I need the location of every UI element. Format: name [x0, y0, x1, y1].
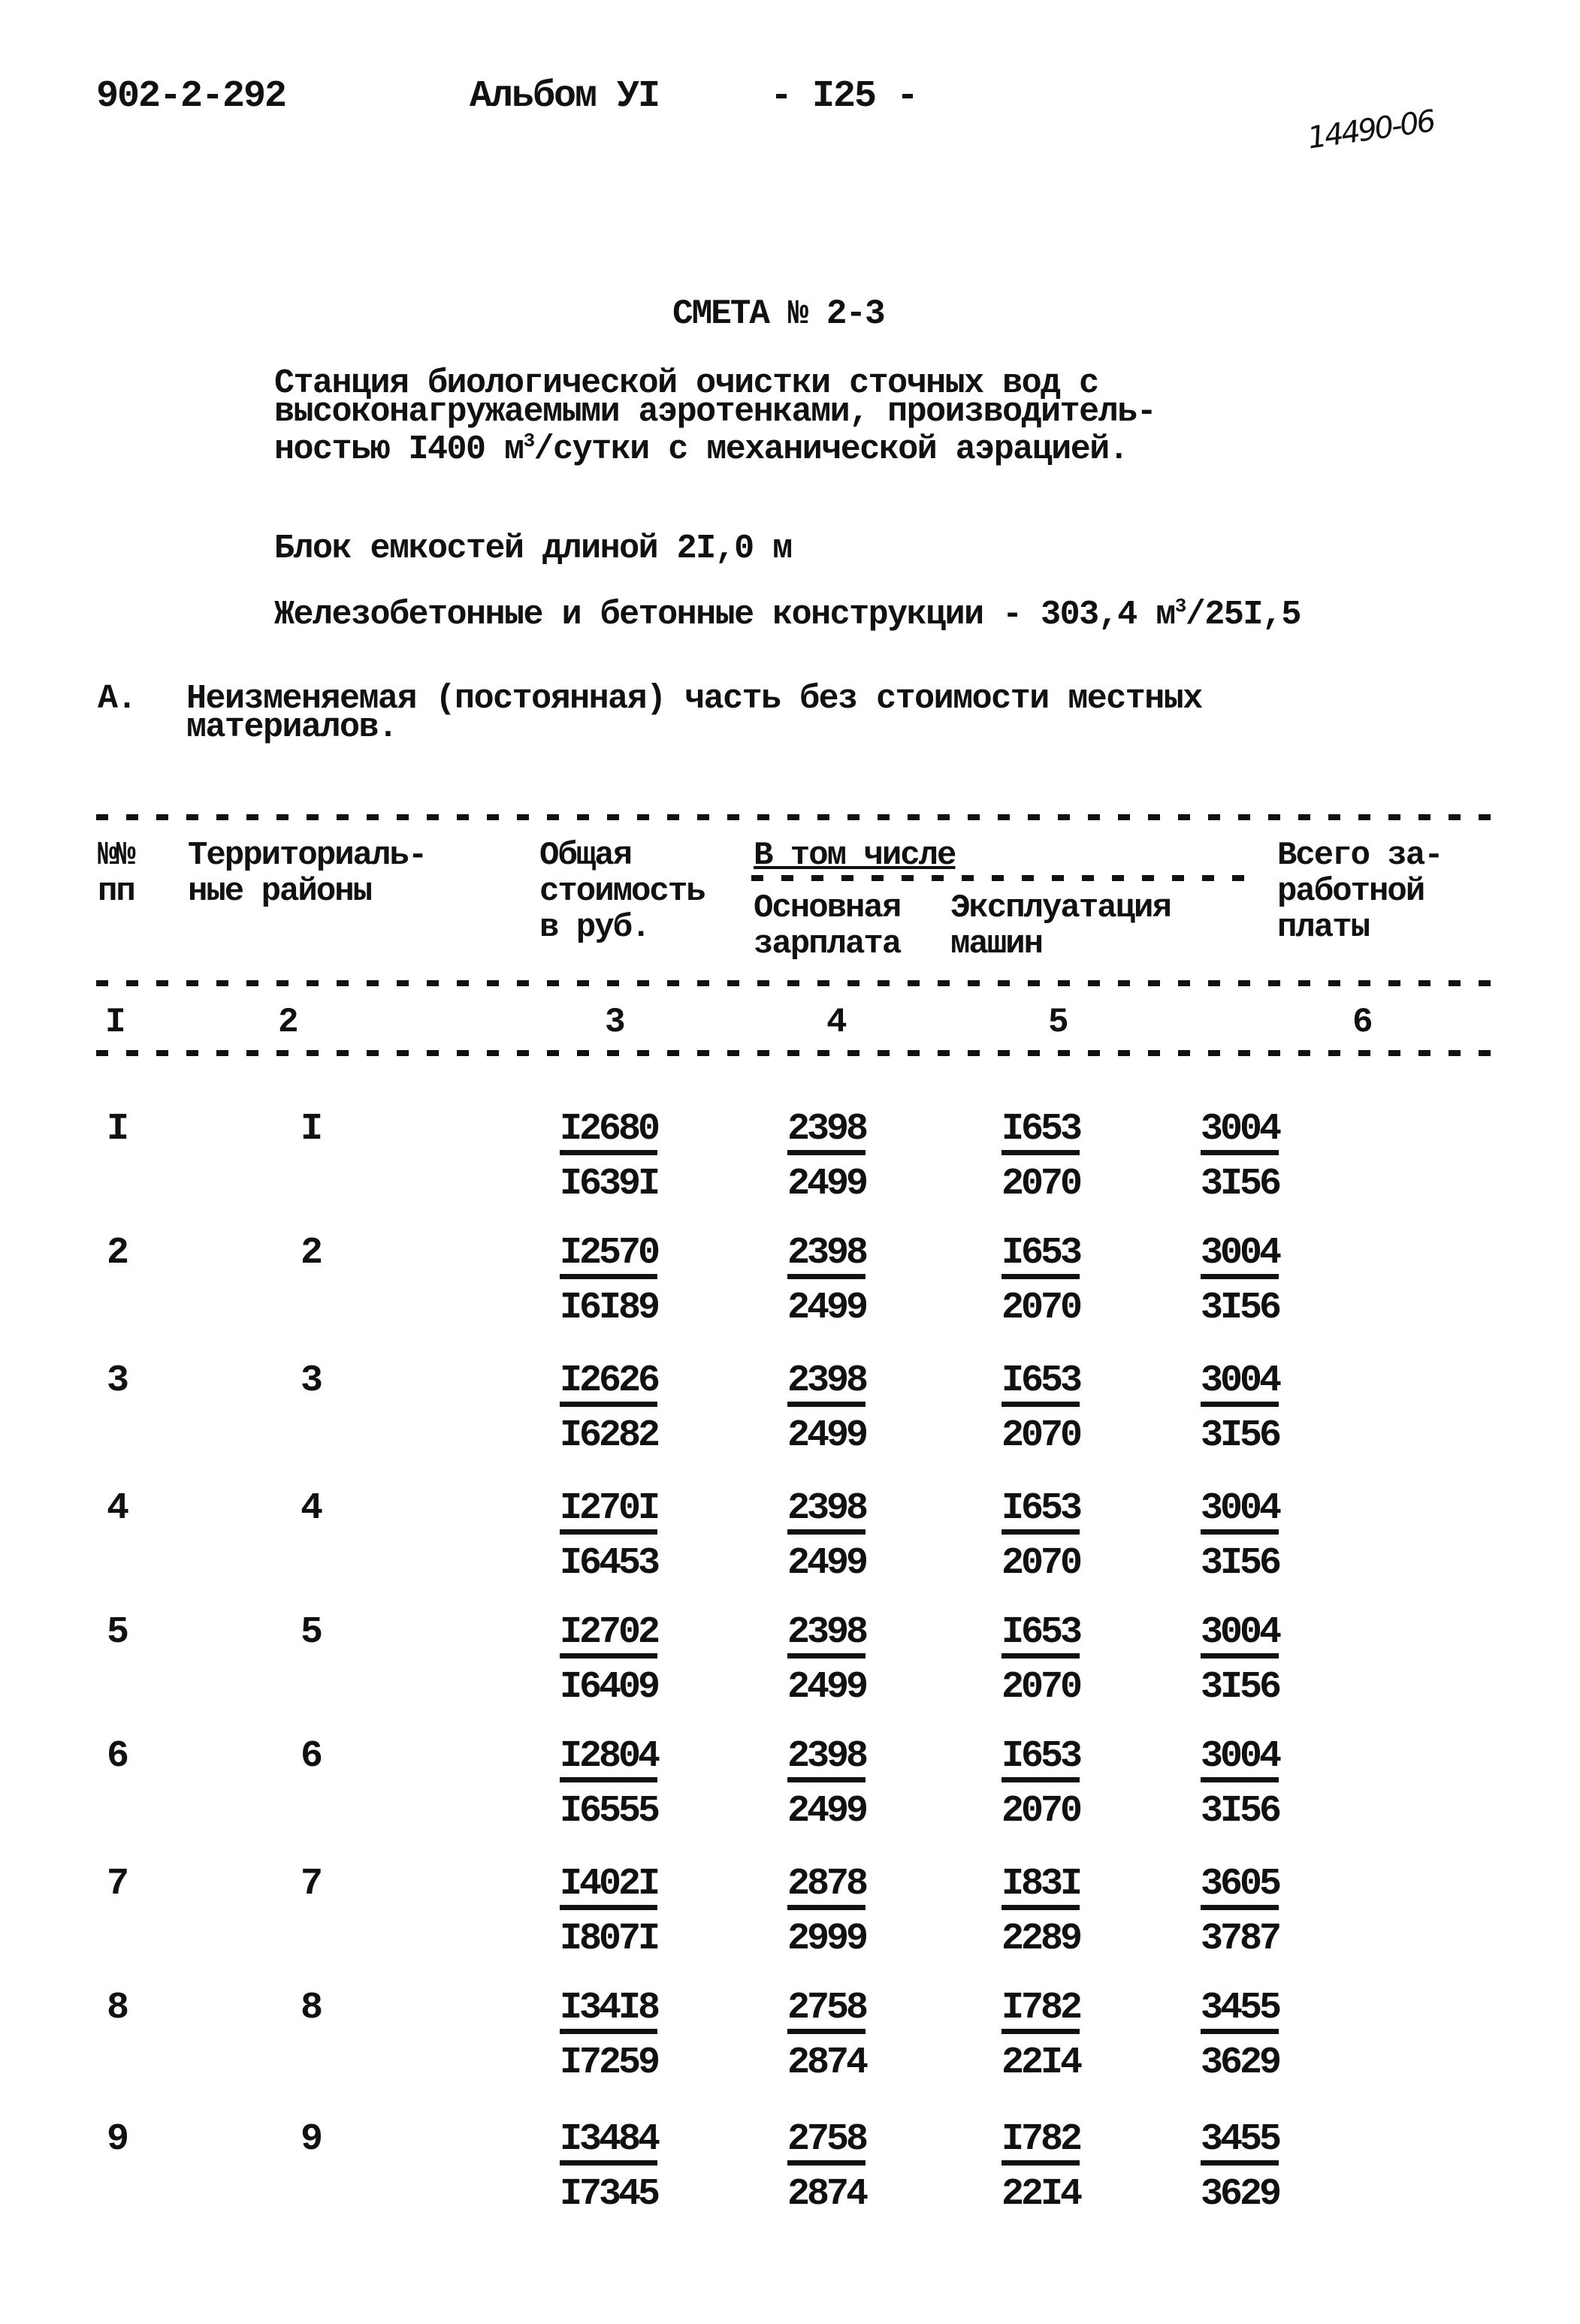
group-header-rule: [751, 875, 1262, 881]
region-number: 8: [301, 1987, 324, 2030]
header-including-group: В том числе: [754, 837, 956, 874]
value-numerator: I653: [1001, 1235, 1080, 1279]
value-numerator: 2878: [787, 1866, 866, 1910]
structures-volume: Железобетонные и бетонные конструкции - 303,4 $м^3/25I,5$: [274, 595, 1301, 634]
column-number: 3: [605, 1003, 626, 1042]
value-numerator: I653: [1001, 1738, 1080, 1782]
region-number: 3: [301, 1360, 324, 1402]
value-denominator: 2070: [1001, 1666, 1080, 1709]
table-top-rule: [96, 814, 1509, 820]
header-row-number: №№ пп: [98, 837, 134, 910]
value-numerator: 2398: [787, 1363, 866, 1407]
header-total-cost: Общая стоимость в руб.: [539, 837, 705, 946]
value-numerator: 3455: [1201, 1990, 1279, 2034]
cell-wage-total: [1172, 1863, 1307, 1958]
description: [274, 364, 1156, 469]
row-number: I: [107, 1108, 130, 1151]
cell-total: [541, 1735, 676, 1831]
value-denominator: I639I: [559, 1163, 658, 1206]
value-numerator: 3004: [1201, 1490, 1279, 1535]
cell-machines: [973, 1108, 1108, 1206]
value-denominator: I7345: [559, 2173, 658, 2216]
handwritten-reference: 14490-06: [1305, 104, 1436, 156]
value-denominator: 2874: [787, 2042, 866, 2084]
value-numerator: 2398: [787, 1235, 866, 1279]
value-numerator: 2398: [787, 1614, 866, 1658]
cell-wage-total: [1172, 1987, 1307, 2082]
value-denominator: 2874: [787, 2173, 866, 2216]
value-numerator: I653: [1001, 1490, 1080, 1535]
row-number: 3: [107, 1360, 130, 1402]
value-denominator: 3787: [1200, 1918, 1279, 1960]
description-line-1: Станция биологической очистки сточных вод с: [274, 364, 1098, 403]
cell-wage-total: [1172, 1360, 1307, 1455]
value-denominator: 2070: [1001, 1163, 1080, 1206]
value-denominator: 2999: [787, 1918, 866, 1960]
header-bottom-rule: [96, 980, 1509, 986]
value-numerator: 3004: [1201, 1111, 1279, 1155]
value-numerator: 3455: [1201, 2121, 1279, 2166]
row-number: 4: [107, 1487, 130, 1530]
value-denominator: 3I56: [1200, 1542, 1279, 1585]
value-numerator: 2398: [787, 1490, 866, 1535]
cell-machines: [973, 1863, 1108, 1958]
cell-machines: [973, 1987, 1108, 2082]
cell-wage-total: [1172, 1487, 1307, 1583]
cell-wage-total: [1172, 1232, 1307, 1330]
value-denominator: 3I56: [1200, 1414, 1279, 1457]
value-denominator: 2499: [787, 1542, 866, 1585]
cell-total: [541, 1487, 676, 1583]
header-territorial-regions: Территориаль- ные районы: [188, 837, 427, 910]
cell-total: [541, 1232, 676, 1330]
value-numerator: 2758: [787, 1990, 866, 2034]
region-number: 5: [301, 1611, 324, 1654]
value-denominator: I6282: [559, 1414, 658, 1457]
column-number: I: [105, 1003, 126, 1042]
cell-total: [541, 2118, 676, 2214]
value-numerator: I782: [1001, 1990, 1080, 2034]
value-denominator: I6453: [559, 1542, 658, 1585]
cell-machines: [973, 1232, 1108, 1330]
value-numerator: I2570: [560, 1235, 657, 1279]
cell-total: [541, 1987, 676, 2082]
value-numerator: I2804: [560, 1738, 657, 1782]
column-number: 2: [278, 1003, 299, 1042]
value-numerator: I34I8: [560, 1990, 657, 2034]
value-denominator: 2070: [1001, 1790, 1080, 1833]
value-numerator: 3004: [1201, 1235, 1279, 1279]
cell-machines: [973, 2118, 1108, 2214]
value-numerator: 2398: [787, 1738, 866, 1782]
value-denominator: 2499: [787, 1666, 866, 1709]
cell-wage: [759, 1232, 894, 1330]
region-number: 2: [301, 1232, 324, 1275]
cell-total: [541, 1108, 676, 1206]
value-denominator: 2070: [1001, 1542, 1080, 1585]
value-denominator: 3629: [1200, 2173, 1279, 2216]
value-denominator: I6555: [559, 1790, 658, 1833]
value-denominator: 2070: [1001, 1287, 1080, 1330]
cell-total: [541, 1863, 676, 1958]
row-number: 6: [107, 1735, 130, 1778]
cell-wage: [759, 1360, 894, 1455]
value-numerator: I2626: [560, 1363, 657, 1407]
section-heading: Неизменяемая (постоянная) часть без стоимости местных материалов.: [186, 680, 1202, 747]
region-number: 9: [301, 2118, 324, 2161]
value-denominator: 3I56: [1200, 1287, 1279, 1330]
value-denominator: 3I56: [1200, 1666, 1279, 1709]
region-number: 7: [301, 1863, 324, 1906]
header-total-wages: Всего за- работной платы: [1277, 837, 1443, 946]
cell-machines: [973, 1487, 1108, 1583]
value-denominator: I6409: [559, 1666, 658, 1709]
header-machine-operation: Эксплуатация машин: [950, 889, 1171, 963]
value-numerator: I270I: [560, 1490, 657, 1535]
value-denominator: I7259: [559, 2042, 658, 2084]
cell-wage: [759, 1735, 894, 1831]
value-denominator: 2070: [1001, 1414, 1080, 1457]
value-numerator: 3605: [1201, 1866, 1279, 1910]
value-numerator: 3004: [1201, 1614, 1279, 1658]
value-numerator: 3004: [1201, 1363, 1279, 1407]
cell-wage-total: [1172, 1611, 1307, 1707]
value-numerator: I2680: [560, 1111, 657, 1155]
value-numerator: I83I: [1001, 1866, 1080, 1910]
cell-total: [541, 1360, 676, 1455]
cell-wage: [759, 1611, 894, 1707]
value-denominator: 2499: [787, 1790, 866, 1833]
cell-wage-total: [1172, 1735, 1307, 1831]
page-number: - I25 -: [770, 75, 918, 118]
value-numerator: I653: [1001, 1111, 1080, 1155]
row-number: 5: [107, 1611, 130, 1654]
value-numerator: 2398: [787, 1111, 866, 1155]
cell-machines: [973, 1735, 1108, 1831]
value-numerator: I402I: [560, 1866, 657, 1910]
value-denominator: 2499: [787, 1287, 866, 1330]
value-denominator: 3629: [1200, 2042, 1279, 2084]
value-denominator: 2499: [787, 1163, 866, 1206]
value-denominator: 2499: [787, 1414, 866, 1457]
column-number: 5: [1048, 1003, 1069, 1042]
region-number: I: [301, 1108, 324, 1151]
region-number: 4: [301, 1487, 324, 1530]
row-number: 7: [107, 1863, 130, 1906]
cell-wage: [759, 1487, 894, 1583]
column-numbers-rule: [96, 1050, 1509, 1056]
cell-wage-total: [1172, 2118, 1307, 2214]
header-base-wage: Основная зарплата: [754, 889, 901, 963]
block-description: Блок емкостей длиной 2I,0 м: [274, 530, 792, 568]
document-code: 902-2-292: [96, 75, 286, 118]
cell-wage: [759, 2118, 894, 2214]
cell-wage: [759, 1987, 894, 2082]
value-numerator: I3484: [560, 2121, 657, 2166]
value-numerator: I653: [1001, 1614, 1080, 1658]
description-line-2: высоконагружаемыми аэротенками, производитель-: [274, 393, 1156, 431]
column-number: 6: [1352, 1003, 1373, 1042]
value-denominator: 3I56: [1200, 1790, 1279, 1833]
region-number: 6: [301, 1735, 324, 1778]
row-number: 9: [107, 2118, 130, 2161]
value-numerator: 2758: [787, 2121, 866, 2166]
estimate-title: СМЕТА № 2-3: [672, 294, 884, 334]
value-numerator: I2702: [560, 1614, 657, 1658]
value-denominator: 3I56: [1200, 1163, 1279, 1206]
cell-total: [541, 1611, 676, 1707]
row-number: 8: [107, 1987, 130, 2030]
cell-wage-total: [1172, 1108, 1307, 1206]
value-denominator: 2289: [1001, 1918, 1080, 1960]
value-denominator: I6I89: [559, 1287, 658, 1330]
value-numerator: I653: [1001, 1363, 1080, 1407]
value-denominator: 22I4: [1001, 2173, 1080, 2216]
row-number: 2: [107, 1232, 130, 1275]
value-numerator: I782: [1001, 2121, 1080, 2166]
cell-machines: [973, 1360, 1108, 1455]
cell-wage: [759, 1108, 894, 1206]
value-numerator: 3004: [1201, 1738, 1279, 1782]
section-marker: А.: [98, 680, 137, 718]
column-number: 4: [826, 1003, 847, 1042]
value-denominator: 22I4: [1001, 2042, 1080, 2084]
value-denominator: I807I: [559, 1918, 658, 1960]
cell-wage: [759, 1863, 894, 1958]
cell-machines: [973, 1611, 1108, 1707]
description-line-3: ностью I400 $м^3$/сутки с механической аэрацией.: [274, 430, 1128, 469]
album-label: Альбом УІ: [470, 75, 660, 118]
